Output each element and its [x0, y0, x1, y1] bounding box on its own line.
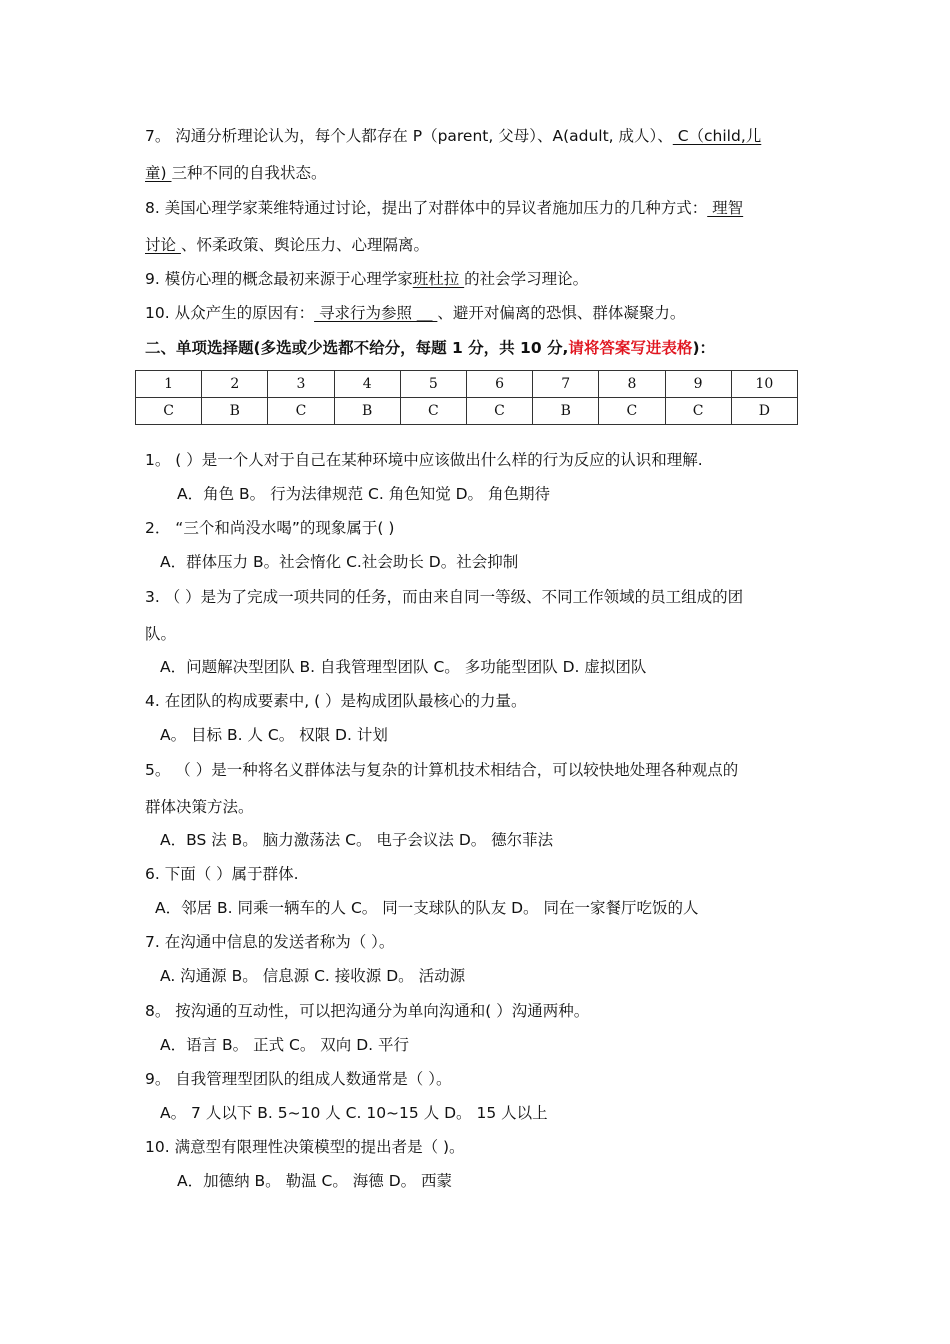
- table-cell: 5: [400, 371, 466, 398]
- answer-blank: 寻求行为参照 __: [314, 304, 438, 322]
- table-cell: 1: [136, 371, 202, 398]
- table-cell: 8: [599, 371, 665, 398]
- mc-question-6-stem: 6. 下面（ ）属于群体.: [145, 865, 299, 883]
- section-heading: 二、单项选择题(多选或少选都不给分，每题 1 分，共 10 分,请将答案写进表格)：: [145, 339, 716, 357]
- mc-question-7-stem: 7. 在沟通中信息的发送者称为（ ）。: [145, 933, 395, 951]
- mc-question-10-stem: 10. 满意型有限理性决策模型的提出者是（ )。: [145, 1138, 465, 1156]
- answer-table-number-row: [136, 371, 798, 398]
- fill-question-9: 9. 模仿心理的概念最初来源于心理学家班杜拉 的社会学习理论。: [145, 270, 589, 288]
- mc-question-5-options: A．BS 法 B。 脑力激荡法 C。 电子会议法 D。 德尔菲法: [160, 831, 554, 849]
- table-cell: 10: [731, 371, 797, 398]
- mc-question-6-options: A．邻居 B. 同乘一辆车的人 C。 同一支球队的队友 D。 同在一家餐厅吃饭的人: [155, 899, 699, 917]
- table-cell: C: [599, 398, 665, 425]
- answer-blank: 班杜拉: [412, 270, 465, 288]
- mc-question-3-options: A．问题解决型团队 B. 自我管理型团队 C。 多功能型团队 D. 虚拟团队: [160, 658, 647, 676]
- table-cell: C: [466, 398, 532, 425]
- table-cell: C: [136, 398, 202, 425]
- mc-question-9-options: A。 7 人以下 B. 5~10 人 C. 10~15 人 D。 15 人以上: [160, 1104, 548, 1122]
- answer-blank: 理智: [707, 199, 744, 217]
- table-cell: C: [665, 398, 731, 425]
- table-cell: 7: [533, 371, 599, 398]
- table-cell: C: [400, 398, 466, 425]
- mc-question-2-stem: 2． “三个和尚没水喝”的现象属于( ): [145, 519, 395, 537]
- mc-question-3-stem: 3. （ ）是为了完成一项共同的任务，而由来自同一等级、不同工作领域的员工组成的团: [145, 588, 744, 606]
- answer-blank: 童): [145, 164, 172, 182]
- mc-question-9-stem: 9。 自我管理型团队的组成人数通常是（ ）。: [145, 1070, 452, 1088]
- table-cell: B: [533, 398, 599, 425]
- fill-question-7-line1: 7。 沟通分析理论认为，每个人都存在 P（parent, 父母）、A(adult, 成人）、 C（child,儿: [145, 127, 762, 145]
- table-cell: C: [268, 398, 334, 425]
- table-cell: 2: [202, 371, 268, 398]
- mc-question-10-options: A．加德纳 B。 勒温 C。 海德 D。 西蒙: [177, 1172, 453, 1190]
- mc-question-5-stem-cont: 群体决策方法。: [145, 798, 254, 816]
- table-cell: 9: [665, 371, 731, 398]
- mc-question-3-stem-cont: 队。: [145, 625, 177, 643]
- mc-question-4-stem: 4. 在团队的构成要素中, ( ）是构成团队最核心的力量。: [145, 692, 527, 710]
- mc-question-1-stem: 1。 ( ）是一个人对于自己在某种环境中应该做出什么样的行为反应的认识和理解.: [145, 451, 703, 469]
- mc-question-2-options: A．群体压力 B。社会惰化 C.社会助长 D。社会抑制: [160, 553, 519, 571]
- mc-question-1-options: A．角色 B。 行为法律规范 C. 角色知觉 D。 角色期待: [177, 485, 550, 503]
- answer-table-answer-row: [136, 398, 798, 425]
- fill-question-7-line2: 童) 三种不同的自我状态。: [145, 164, 327, 182]
- table-cell: B: [202, 398, 268, 425]
- fill-question-10: 10. 从众产生的原因有： 寻求行为参照 __ 、避开对偏离的恐惧、群体凝聚力。: [145, 304, 686, 322]
- answer-blank: C（child,儿: [672, 127, 762, 145]
- table-cell: 3: [268, 371, 334, 398]
- mc-question-8-stem: 8。 按沟通的互动性，可以把沟通分为单向沟通和( ）沟通两种。: [145, 1002, 590, 1020]
- fill-question-8-line1: 8. 美国心理学家莱维特通过讨论，提出了对群体中的异议者施加压力的几种方式： 理智: [145, 199, 744, 217]
- mc-question-4-options: A。 目标 B. 人 C。 权限 D. 计划: [160, 726, 388, 744]
- answer-blank: 讨论: [145, 236, 181, 254]
- table-cell: 6: [466, 371, 532, 398]
- fill-question-8-line2: 讨论 、怀柔政策、舆论压力、心理隔离。: [145, 236, 429, 254]
- table-cell: 4: [334, 371, 400, 398]
- mc-question-7-options: A. 沟通源 B。 信息源 C. 接收源 D。 活动源: [160, 967, 466, 985]
- table-cell: D: [731, 398, 797, 425]
- mc-question-8-options: A．语言 B。 正式 C。 双向 D. 平行: [160, 1036, 409, 1054]
- answer-table: [135, 370, 798, 425]
- table-cell: B: [334, 398, 400, 425]
- mc-question-5-stem: 5。 （ ）是一种将名义群体法与复杂的计算机技术相结合，可以较快地处理各种观点的: [145, 761, 739, 779]
